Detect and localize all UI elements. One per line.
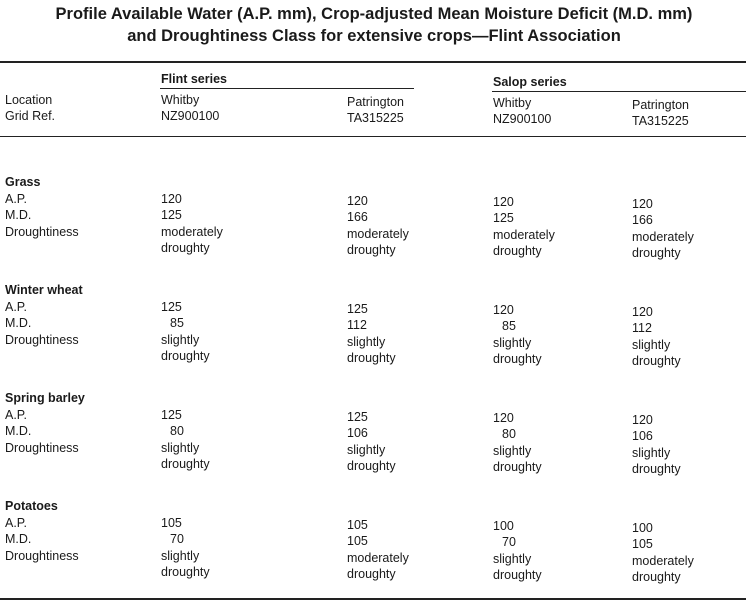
md-value: 70 [170,532,184,546]
droughtiness-class: droughty [493,352,542,366]
md-value: 112 [347,318,367,332]
ap-value: 120 [161,191,182,206]
series-name: Salop series [493,75,567,89]
table-title-line-1: Profile Available Water (A.P. mm), Crop-adjusted Mean Moisture Deficit (M.D. mm) [55,5,693,23]
ap-value: 120 [493,410,514,425]
ap-value: 125 [161,407,182,422]
droughtiness-class: droughty [347,243,396,257]
droughtiness-class: slightly [493,443,532,458]
location-label: Location [5,93,53,107]
ap-value: 120 [632,196,653,211]
crop-heading: Potatoes [5,499,58,513]
droughtiness-class: droughty [493,460,542,474]
md-value: 105 [347,534,368,548]
droughtiness-class: droughty [347,351,396,365]
droughtiness-class: droughty [347,459,396,473]
ap-value: 125 [347,301,368,316]
droughtiness-class: droughty [632,462,681,476]
droughtiness-class: moderately [161,224,223,239]
droughtiness-class: droughty [161,349,210,363]
ap-value: 120 [632,412,653,427]
md-value: 166 [632,213,653,227]
grid-reference: NZ900100 [161,109,220,123]
droughtiness-class: moderately [493,227,555,242]
droughtiness-class: droughty [347,567,396,581]
location-name: Patrington [632,98,689,112]
droughtiness-class: droughty [493,244,542,258]
md-label: M.D. [5,532,32,546]
grid-reference: NZ900100 [493,112,552,126]
ap-value: 105 [161,515,182,530]
ap-label: A.P. [5,407,28,422]
droughtiness-class: droughty [632,570,681,584]
md-value: 112 [632,321,652,335]
location-name: Patrington [347,95,404,109]
series-underline [492,91,746,92]
ap-label: A.P. [5,191,28,206]
ap-value: 100 [632,520,653,535]
droughtiness-class: moderately [632,553,694,568]
grid-reference: TA315225 [632,114,689,128]
droughtiness-label: Droughtiness [5,440,79,455]
header-rule [0,136,746,137]
droughtiness-class: droughty [161,241,210,255]
droughtiness-class: droughty [632,246,681,260]
md-value: 80 [502,427,516,441]
droughtiness-class: slightly [493,551,532,566]
md-label: M.D. [5,424,32,438]
droughtiness-class: slightly [161,332,200,347]
droughtiness-class: slightly [493,335,532,350]
crop-heading: Winter wheat [5,283,83,297]
gridref-label: Grid Ref. [5,109,56,123]
droughtiness-class: slightly [161,440,200,455]
table-title-line-2: and Droughtiness Class for extensive crops—Flint Association [127,27,621,45]
droughtiness-class: slightly [347,334,386,349]
md-value: 106 [347,426,368,440]
droughtiness-label: Droughtiness [5,224,79,239]
droughtiness-class: moderately [347,550,409,565]
location-name: Whitby [161,93,200,107]
droughtiness-class: droughty [632,354,681,368]
md-value: 80 [170,424,184,438]
droughtiness-label: Droughtiness [5,332,79,347]
droughtiness-class: moderately [632,229,694,244]
md-value: 125 [161,208,182,222]
ap-value: 100 [493,518,514,533]
droughtiness-label: Droughtiness [5,548,79,563]
crop-heading: Grass [5,175,41,189]
md-value: 166 [347,210,368,224]
series-name: Flint series [161,72,227,86]
md-value: 85 [502,319,516,333]
md-value: 70 [502,535,516,549]
location-name: Whitby [493,96,532,110]
droughtiness-class: moderately [347,226,409,241]
droughtiness-class: droughty [161,457,210,471]
ap-value: 125 [347,409,368,424]
droughtiness-class: slightly [632,445,671,460]
bottom-rule [0,598,746,600]
droughtiness-class: droughty [161,565,210,579]
droughtiness-class: slightly [347,442,386,457]
ap-value: 120 [632,304,653,319]
droughtiness-class: slightly [632,337,671,352]
series-underline [160,88,414,89]
md-value: 125 [493,211,514,225]
md-value: 85 [170,316,184,330]
crop-heading: Spring barley [5,391,85,405]
md-value: 105 [632,537,653,551]
ap-label: A.P. [5,515,28,530]
ap-value: 120 [493,302,514,317]
ap-value: 120 [347,193,368,208]
ap-value: 125 [161,299,182,314]
ap-label: A.P. [5,299,28,314]
md-value: 106 [632,429,653,443]
md-label: M.D. [5,208,32,222]
ap-value: 120 [493,194,514,209]
grid-reference: TA315225 [347,111,404,125]
md-label: M.D. [5,316,32,330]
top-rule [0,61,746,63]
ap-value: 105 [347,517,368,532]
droughtiness-class: slightly [161,548,200,563]
droughtiness-class: droughty [493,568,542,582]
